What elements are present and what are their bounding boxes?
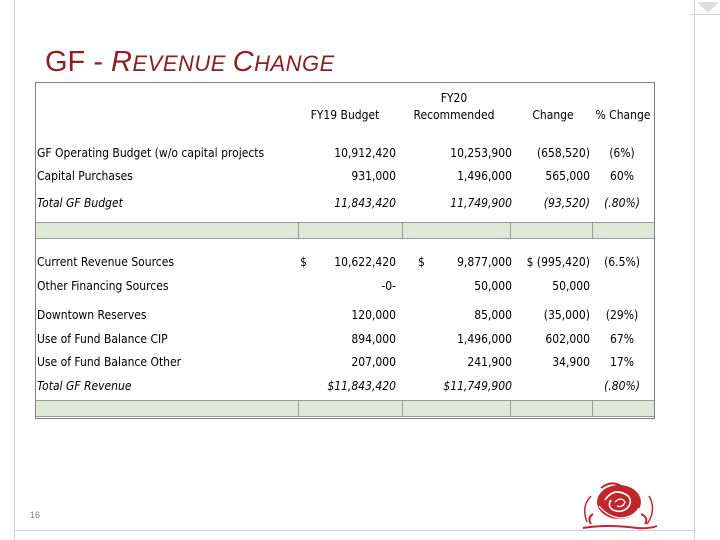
slide-frame-left [14, 0, 15, 540]
row-label: Total GF Budget [37, 196, 123, 210]
cell-pct: (29%) [605, 308, 639, 322]
cell-fy20: 10,253,900 [450, 146, 512, 160]
cell-fy19: 207,000 [351, 355, 396, 369]
header-fy19: FY19 Budget [310, 108, 380, 122]
row-label: GF Operating Budget (w/o capital projects [37, 146, 265, 160]
cell-fy19: -0- [381, 279, 396, 293]
cell-pct: (6%) [609, 146, 635, 160]
cell-change: 50,000 [552, 279, 590, 293]
cell-pct: 60% [610, 169, 634, 183]
row-label: Capital Purchases [37, 169, 133, 183]
cell-fy19: 11,843,420 [334, 196, 396, 210]
row-label: Use of Fund Balance Other [37, 355, 182, 369]
header-pct-change: % Change [595, 108, 651, 122]
cell-pct: (.80%) [604, 379, 640, 393]
row-label: Downtown Reserves [37, 308, 147, 322]
slide-title [45, 46, 335, 79]
separator-band [36, 400, 654, 417]
cell-fy19: 10,622,420 [334, 255, 396, 269]
cell-fy20: 11,749,900 [450, 196, 512, 210]
header-change: Change [532, 108, 574, 122]
cell-fy20: 1,496,000 [457, 332, 512, 346]
cell-fy19: 931,000 [351, 169, 396, 183]
row-label: Other Financing Sources [37, 279, 169, 293]
slide-title-prefix: GF - [45, 46, 112, 78]
cell-fy20: $11,749,900 [443, 379, 512, 393]
corner-triangle-icon [697, 2, 719, 13]
cell-change: 565,000 [545, 169, 590, 183]
cell-dollar-fy19: $ [300, 255, 307, 269]
cell-fy19: 894,000 [351, 332, 396, 346]
cell-fy20: 85,000 [474, 308, 512, 322]
cell-fy20: 9,877,000 [457, 255, 512, 269]
cell-fy19: 10,912,420 [334, 146, 396, 160]
header-fy20-line1: FY20 [440, 91, 468, 105]
header-fy20-line2: Recommended [413, 108, 495, 122]
cell-pct: 67% [610, 332, 634, 346]
row-label: Current Revenue Sources [37, 255, 175, 269]
separator-band [36, 222, 654, 239]
rose-logo-icon [577, 466, 663, 536]
cell-change: 34,900 [552, 355, 590, 369]
cell-change: (93,520) [543, 196, 590, 210]
slide-frame-right [694, 0, 695, 540]
cell-pct: 17% [610, 355, 634, 369]
row-label: Use of Fund Balance CIP [37, 332, 168, 346]
cell-fy20: 50,000 [474, 279, 512, 293]
cell-fy20: 1,496,000 [457, 169, 512, 183]
cell-dollar-fy20: $ [418, 255, 425, 269]
cell-pct: (.80%) [604, 196, 640, 210]
cell-change: 602,000 [545, 332, 590, 346]
slide-title-main: REVENUE CHANGE [111, 46, 335, 78]
cell-fy19: $11,843,420 [327, 379, 396, 393]
cell-change: (35,000) [543, 308, 590, 322]
row-label: Total GF Revenue [37, 379, 132, 393]
cell-fy20: 241,900 [467, 355, 512, 369]
page-number: 16 [30, 510, 41, 520]
cell-change: $ (995,420) [526, 255, 590, 269]
cell-pct: (6.5%) [604, 255, 640, 269]
cell-fy19: 120,000 [351, 308, 396, 322]
cell-change: (658,520) [536, 146, 590, 160]
